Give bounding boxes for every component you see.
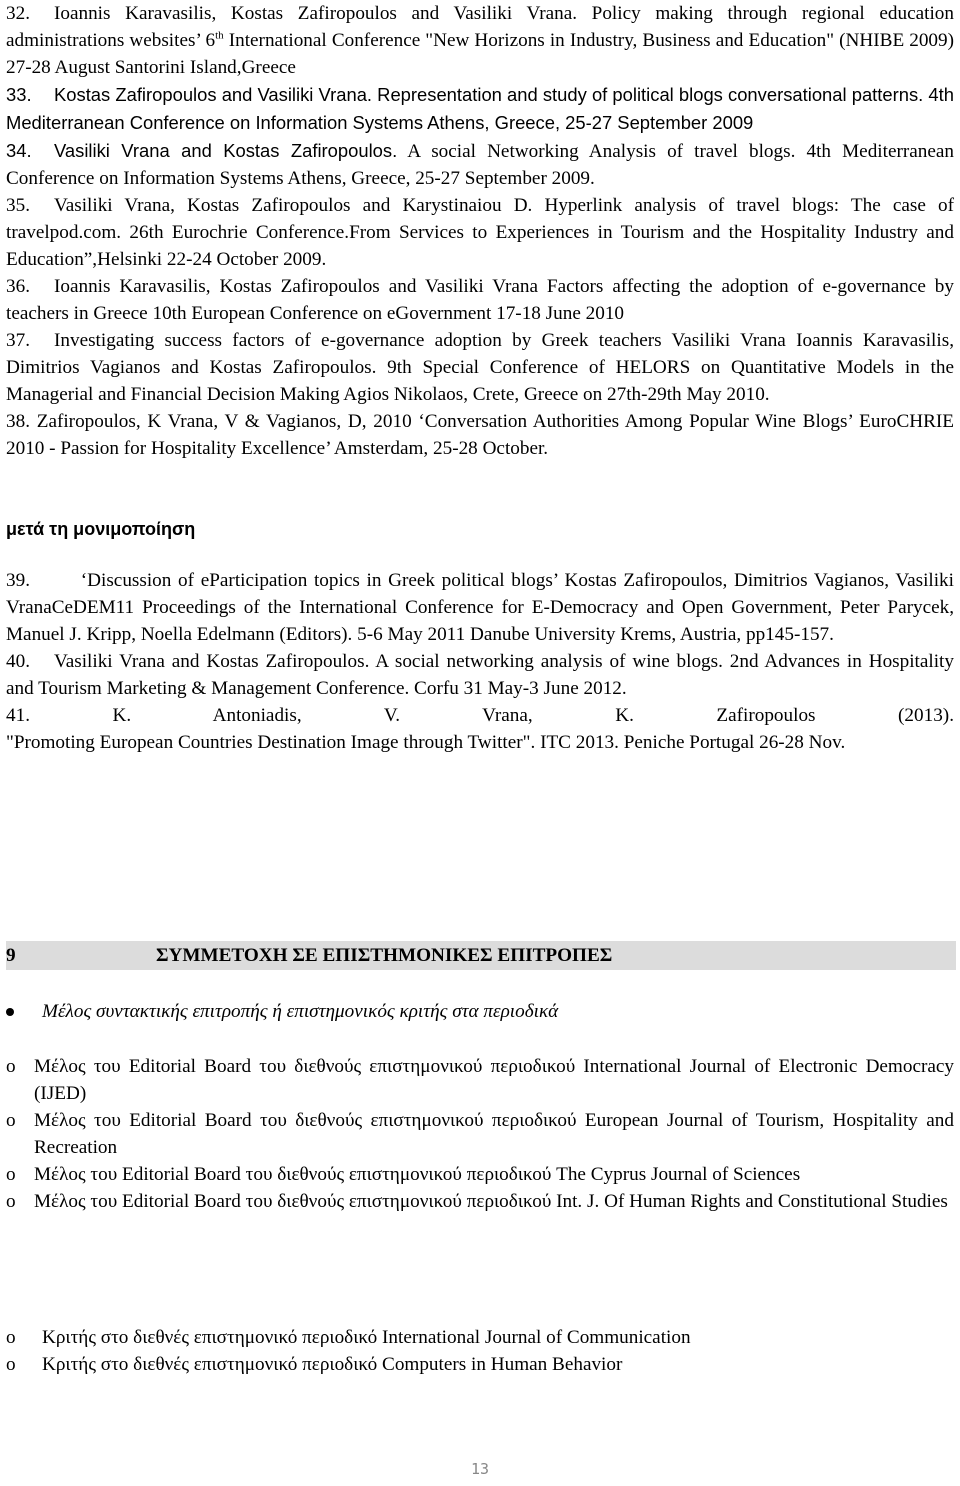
reference-34: 34. Vasiliki Vrana and Kostas Zafiropoulos. A social Networking Analysis of travel blogs. 4th Mediterranean Conference on Information Systems Athens, Greece, 25-27 September 2009. (6, 140, 954, 189)
reviewer-list (6, 1324, 954, 1378)
list-item: o Μέλος του Editorial Board του διεθνούς επιστημονικού περιοδικού European Journal of Tourism, Hospitality and Recreation (6, 1110, 954, 1158)
reference-35: 35. Vasiliki Vrana, Kostas Zafiropoulos and Karystinaiou D. Hyperlink analysis of travel blogs: The case of travelpod.com. 26th Eurochrie Conference.From Services to Experiences in Tourism and the Hospitality Industry and Education”,Helsinki 22-24 October 2009. (6, 195, 954, 270)
reference-41-rest: "Promoting European Countries Destination Image through Twitter". ITC 2013. Peniche Portugal 26-28 Nov. (6, 732, 846, 753)
reference-41-line1: 41. K. Antoniadis, V. Vrana, K. Zafiropoulos (2013). (6, 705, 954, 726)
page-number: 13 (470, 1460, 490, 1478)
editorial-board-list (6, 1053, 954, 1215)
list-item: o Μέλος του Editorial Board του διεθνούς επιστημονικού περιοδικού Int. J. Of Human Rights and Constitutional Studies (6, 1191, 948, 1212)
list-item: o Κριτής στο διεθνές επιστημονικό περιοδικό Computers in Human Behavior (6, 1354, 623, 1375)
document-body (6, 0, 959, 756)
after-tenure-heading: μετά τη μονιμοποίηση (6, 519, 196, 539)
reference-33: 33. Kostas Zafiropoulos and Vasiliki Vrana. Representation and study of political blogs conversational patterns. 4th Mediterranean Conference on Information Systems Athens, Greece, 25-27 September 2009 (6, 84, 954, 133)
reference-37: 37. Investigating success factors of e-governance adoption by Greek teachers Vasiliki Vrana Ioannis Karavasilis, Dimitrios Vagianos and Kostas Zafiropoulos. 9th Special Conference of HELORS on Quantitative Models in the Managerial and Financial Decision Making Agios Nikolaos, Crete, Greece on 27th-29th May 2010. (6, 330, 954, 405)
bullet-dot-icon (6, 1008, 14, 1016)
section-banner (6, 941, 956, 970)
list-item: o Κριτής στο διεθνές επιστημονικό περιοδικό International Journal of Communication (6, 1327, 691, 1348)
reference-32: 32. Ioannis Karavasilis, Kostas Zafiropoulos and Vasiliki Vrana. Policy making through regional education administrations websites’ 6th International Conference "New Horizons in Industry, Business and Education" (NHIBE 2009) 27-28 August Santorini Island,Greece (6, 3, 954, 78)
reference-38: 38. Zafiropoulos, K Vrana, V & Vagianos, D, 2010 ‘Conversation Authorities Among Popular Wine Blogs’ EuroCHRIE 2010 - Passion for Hospitality Excellence’ Amsterdam, 25-28 October. (6, 411, 955, 459)
list-item: o Μέλος του Editorial Board του διεθνούς επιστημονικού περιοδικού The Cyprus Journal of Sciences (6, 1164, 801, 1185)
list-item: o Μέλος του Editorial Board του διεθνούς επιστημονικού περιοδικού International Journal of Electronic Democracy (IJED) (6, 1056, 954, 1104)
reference-40: 40. Vasiliki Vrana and Kostas Zafiropoulos. A social networking analysis of wine blogs. 2nd Advances in Hospitality and Tourism Marketing & Management Conference. Corfu 31 May-3 June 2012. (6, 651, 954, 699)
section-number: 9 (6, 945, 16, 966)
reference-36: 36. Ioannis Karavasilis, Kostas Zafiropoulos and Vasiliki Vrana Factors affecting the adoption of e-governance by teachers in Greece 10th European Conference on eGovernment 17-18 June 2010 (6, 276, 954, 324)
section-title: ΣΥΜΜΕΤΟΧΗ ΣΕ ΕΠΙΣΤΗΜΟΝΙΚΕΣ ΕΠΙΤΡΟΠΕΣ (156, 945, 613, 966)
reference-39: 39. ‘Discussion of eParticipation topics in Greek political blogs’ Kostas Zafiropoulos, Dimitrios Vagianos, Vasiliki VranaCeDEM11 Proceedings of the International Conference for E-Democracy and Open Government, Peter Parycek, Manuel J. Kripp, Noella Edelmann (Editors). 5-6 May 2011 Danube University Krems, Austria, pp145-157. (6, 570, 959, 645)
